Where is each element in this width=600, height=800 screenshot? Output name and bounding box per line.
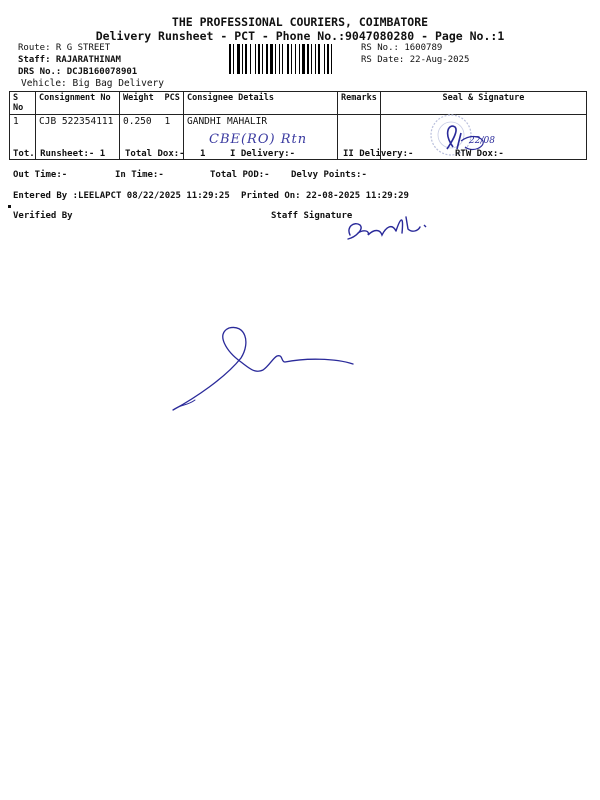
delvy-points: Delvy Points:- xyxy=(291,170,367,180)
col-header-consignment: Consignment No xyxy=(36,92,120,115)
cell-pcs: 1 xyxy=(162,115,184,160)
staff-signature-label: Staff Signature xyxy=(271,211,353,221)
cell-consignment: CJB 522354111 xyxy=(36,115,120,160)
route-label: Route: R G STREET xyxy=(18,43,111,53)
out-time: Out Time:- xyxy=(13,170,68,180)
dot-mark xyxy=(8,205,11,208)
rs-number: RS No.: 1600789 xyxy=(361,43,443,53)
col-header-remarks: Remarks xyxy=(338,92,381,115)
rs-date: RS Date: 22-Aug-2025 xyxy=(361,55,470,65)
in-time: In Time:- xyxy=(115,170,164,180)
barcode-image xyxy=(229,44,357,74)
verified-by-label: Verified By xyxy=(13,211,73,221)
verifier-signature-image xyxy=(165,318,365,418)
consignee-name: GANDHI MAHALIR xyxy=(187,116,268,127)
stamp-date: 22/08 xyxy=(468,136,495,146)
entered-by: Entered By :LEELAPCT 08/22/2025 11:29:25 xyxy=(13,191,230,201)
total-dox-label: Total Dox:- xyxy=(125,149,185,159)
total-pod: Total POD:- xyxy=(210,170,270,180)
rtw-dox: RTW Dox:- xyxy=(455,149,504,159)
company-title: THE PROFESSIONAL COURIERS, COIMBATORE xyxy=(171,15,429,29)
total-runsheet: Tot. Runsheet:- 1 xyxy=(13,149,106,159)
drs-label: DRS No.: DCJB160078901 xyxy=(18,67,138,77)
printed-on: Printed On: 22-08-2025 11:29:29 xyxy=(241,191,409,201)
table-header-row xyxy=(10,92,587,115)
cell-weight: 0.250 xyxy=(120,115,162,160)
col-header-weight: Weight xyxy=(120,92,162,115)
col-header-consignee: Consignee Details xyxy=(184,92,338,115)
staff-signature-image xyxy=(340,205,440,245)
handwritten-note: CBE(RO) Rtn xyxy=(209,132,308,147)
col-header-sno: S No xyxy=(10,92,36,115)
vehicle-label: Vehicle: Big Bag Delivery xyxy=(21,78,164,89)
col-header-pcs: PCS xyxy=(162,92,184,115)
ii-delivery: II Delivery:- xyxy=(343,149,414,159)
i-delivery: I Delivery:- xyxy=(230,149,296,159)
staff-label: Staff: RAJARATHINAM xyxy=(18,55,121,65)
col-header-seal: Seal & Signature xyxy=(380,92,586,115)
runsheet-subtitle: Delivery Runsheet - PCT - Phone No.:9047080280 - Page No.:1 xyxy=(95,29,505,43)
total-dox-value: 1 xyxy=(200,149,206,159)
cell-sno: 1 xyxy=(10,115,36,160)
